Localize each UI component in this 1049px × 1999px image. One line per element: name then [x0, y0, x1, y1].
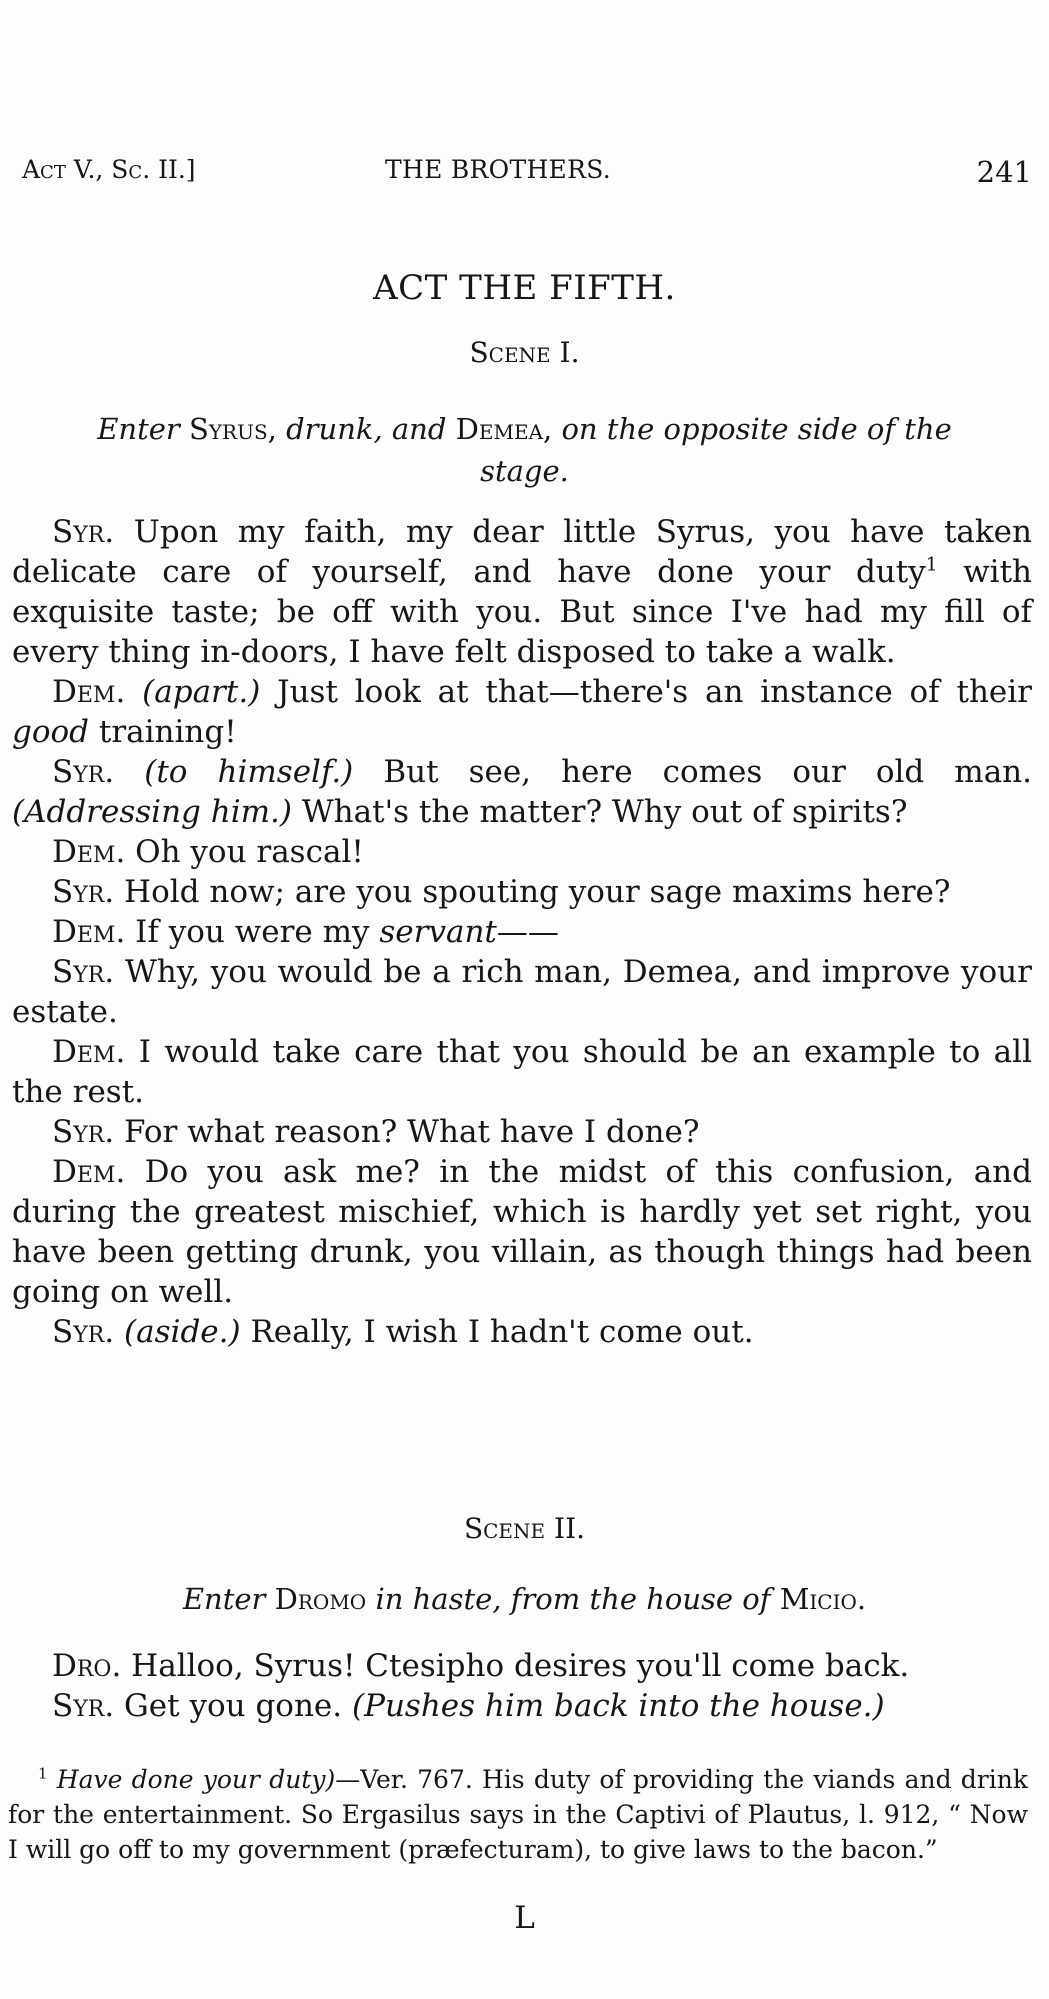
- running-header: [22, 155, 1032, 195]
- speech-text: But see, here comes our old man.: [353, 754, 1032, 790]
- footnote-ref: 1: [925, 554, 938, 576]
- speech: [12, 1032, 1032, 1112]
- speaker: Dro.: [52, 1648, 122, 1684]
- speech-text: Upon my faith, my dear little Syrus, you have taken delicate care of yourself, and have done your duty: [12, 514, 1032, 590]
- emphasis: good: [12, 714, 90, 750]
- speaker: Dem.: [52, 914, 126, 950]
- speech-text: Halloo, Syrus! Ctesipho desires you'll come back.: [131, 1648, 910, 1684]
- speech-text: Oh you rascal!: [135, 834, 364, 870]
- scene-1-dialogue: [12, 512, 1032, 1352]
- speech: [12, 1312, 1032, 1352]
- header-act-scene: Act V., Sc. II.]: [22, 155, 196, 184]
- speech-text: Do you ask me? in the midst of this confusion, and during the greatest mischief, which is hardly yet set right, you have been getting drunk, you villain, as though things had been going on well.: [12, 1154, 1032, 1310]
- footnote-marker: 1: [38, 1764, 48, 1783]
- scene-2-heading: Scene II.: [463, 1512, 586, 1545]
- speech-text: Get you gone.: [124, 1688, 352, 1724]
- speech-text: I would take care that you should be an example to all the rest.: [12, 1034, 1032, 1110]
- header-title: THE BROTHERS.: [385, 155, 611, 184]
- speaker: Dem.: [52, 674, 126, 710]
- stage-aside: (to himself.): [144, 754, 354, 790]
- speech: [12, 872, 1032, 912]
- stage-word: on the opposite side of the: [561, 412, 952, 446]
- speaker: Syr.: [52, 754, 115, 790]
- speaker: Syr.: [52, 1114, 115, 1150]
- act-title: ACT THE FIFTH.: [373, 268, 676, 308]
- stage-word: Enter: [97, 412, 180, 446]
- stage-aside: (aside.): [124, 1314, 241, 1350]
- speech-text: If you were my: [135, 914, 380, 950]
- speech-text: Just look at that—there's an instance of their: [260, 674, 1032, 710]
- speech: [12, 952, 1032, 1032]
- speech: [12, 912, 1032, 952]
- footnote-lemma: Have done your duty): [56, 1765, 336, 1794]
- stage-word: drunk, and: [286, 412, 447, 446]
- stage-aside: (apart.): [142, 674, 261, 710]
- scene-1-stage-direction: [0, 408, 1049, 492]
- speaker: Syr.: [52, 1688, 115, 1724]
- stage-aside: (Addressing him.): [12, 794, 292, 830]
- speech: [12, 1112, 1032, 1152]
- footnote-body: —Ver. 767. His duty of providing the viands and drink for the entertainment. So Ergasilus says in the Captivi of Plautus, l. 912, “ Now I will go off to my government (præfecturam), to give laws to the bacon.”: [8, 1765, 1028, 1864]
- speech: [12, 512, 1032, 672]
- character-name: Dromo: [274, 1582, 367, 1616]
- speech: [12, 832, 1032, 872]
- speech-text: training!: [89, 714, 237, 750]
- scene-2-stage-direction: [0, 1582, 1049, 1616]
- footnote: [8, 1762, 1028, 1867]
- page-number: 241: [976, 155, 1032, 189]
- speech-text: Hold now; are you spouting your sage maxims here?: [124, 874, 951, 910]
- speech-text: For what reason? What have I done?: [124, 1114, 700, 1150]
- stage-word: stage.: [480, 454, 569, 488]
- speaker: Dem.: [52, 1034, 126, 1070]
- speaker: Dem.: [52, 1154, 126, 1190]
- speaker: Syr.: [52, 874, 115, 910]
- speech: [12, 672, 1032, 752]
- stage-word: in haste, from the house of: [375, 1582, 771, 1616]
- footnote-text: [8, 1762, 1028, 1867]
- printer-signature: L: [514, 1900, 535, 1936]
- speech: [12, 1152, 1032, 1312]
- speech-text: with exquisite taste; be off with you. But since I've had my fill of every thing in-doors, I have felt disposed to take a walk.: [12, 554, 1033, 670]
- stage-aside: (Pushes him back into the house.): [352, 1688, 885, 1724]
- speech-text: Why, you would be a rich man, Demea, and improve your estate.: [12, 954, 1032, 1030]
- scene-2-dialogue: [12, 1646, 1032, 1726]
- speaker: Syr.: [52, 514, 115, 550]
- stage-word: Enter: [182, 1582, 266, 1616]
- speech: [12, 1686, 1032, 1726]
- speech-text: Really, I wish I hadn't come out.: [240, 1314, 754, 1350]
- speech-text: ——: [496, 914, 559, 950]
- scene-1-heading: Scene I.: [469, 336, 580, 369]
- speaker: Syr.: [52, 1314, 115, 1350]
- character-name: Demea,: [455, 412, 553, 446]
- emphasis: servant: [379, 914, 497, 950]
- speech: [12, 1646, 1032, 1686]
- speech-text: What's the matter? Why out of spirits?: [291, 794, 908, 830]
- character-name: Syrus,: [188, 412, 277, 446]
- speech: [12, 752, 1032, 832]
- speaker: Dem.: [52, 834, 126, 870]
- character-name: Micio.: [779, 1582, 867, 1616]
- speaker: Syr.: [52, 954, 115, 990]
